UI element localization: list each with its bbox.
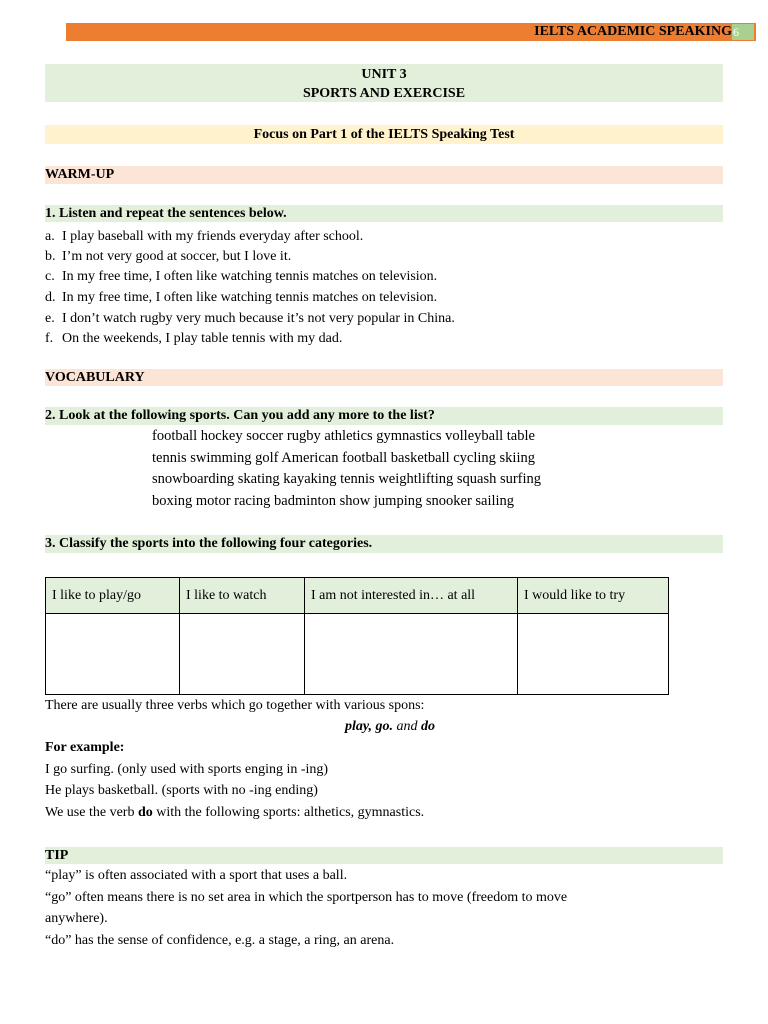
- table-cell[interactable]: [46, 614, 180, 695]
- task2-heading: 2. Look at the following sports. Can you add any more to the list?: [45, 407, 723, 425]
- sentence-text: In my free time, I often like watching tennis matches on television.: [62, 269, 438, 284]
- sentence-letter: e.: [45, 311, 55, 326]
- verbs-play-go: play, go.: [344, 719, 394, 734]
- sentence-item: [45, 267, 437, 287]
- verbs-do: do: [421, 719, 436, 734]
- tip-heading: TIP: [45, 847, 723, 864]
- sentence-text: I play baseball with my friends everyday after school.: [62, 229, 364, 244]
- sports-line: football hockey soccer rugby athletics gymnastics volleyball table: [152, 428, 535, 444]
- example-label: For example:: [45, 740, 125, 755]
- sentence-letter: b.: [45, 249, 56, 264]
- sports-line: snowboarding skating kayaking tennis weightlifting squash surfing: [152, 471, 542, 487]
- sentence-item: [45, 309, 455, 329]
- table-header: I like to watch: [180, 578, 305, 614]
- example-line: He plays basketball. (sports with no -ing ending): [45, 783, 318, 798]
- sentence-item: [45, 288, 437, 308]
- sentence-text: I’m not very good at soccer, but I love it.: [62, 249, 292, 264]
- header-title: IELTS ACADEMIC SPEAKING: [534, 24, 732, 39]
- tip-line: anywhere).: [45, 911, 108, 926]
- table-cell[interactable]: [305, 614, 518, 695]
- warmup-heading: WARM-UP: [45, 166, 723, 184]
- table-header: I like to play/go: [46, 578, 180, 614]
- sentence-letter: d.: [45, 290, 56, 305]
- classification-table: [45, 577, 669, 695]
- sports-line: tennis swimming golf American football basketball cycling skiing: [152, 449, 535, 466]
- sentence-text: In my free time, I often like watching tennis matches on television.: [62, 290, 438, 305]
- task1-heading: 1. Listen and repeat the sentences below.: [45, 205, 723, 222]
- verbs-line: [45, 717, 735, 737]
- sentence-item: [45, 227, 363, 247]
- table-row: [46, 614, 669, 695]
- sentence-item: [45, 329, 342, 349]
- table-cell[interactable]: [518, 614, 669, 695]
- sentence-text: On the weekends, I play table tennis with my dad.: [62, 331, 343, 346]
- tip-line: “do” has the sense of confidence, e.g. a stage, a ring, an arena.: [45, 933, 395, 948]
- table-header-row: [46, 578, 669, 614]
- example-line: I go surfing. (only used with sports enging in -ing): [45, 762, 329, 777]
- verbs-and: and: [393, 719, 422, 734]
- unit-number: UNIT 3: [361, 67, 407, 82]
- tip-line: “play” is often associated with a sport that uses a ball.: [45, 868, 348, 883]
- vocabulary-heading: VOCABULARY: [45, 369, 723, 386]
- table-cell[interactable]: [180, 614, 305, 695]
- verbs-intro: There are usually three verbs which go together with various spons:: [45, 698, 425, 713]
- focus-banner: Focus on Part 1 of the IELTS Speaking Test: [45, 125, 723, 144]
- sentence-letter: f.: [45, 331, 54, 346]
- table-header: I would like to try: [518, 578, 669, 614]
- sports-list: [152, 426, 541, 512]
- example-text: We use the verb: [45, 805, 138, 820]
- sports-line: boxing motor racing badminton show jumping snooker sailing: [152, 492, 515, 509]
- unit-title: SPORTS AND EXERCISE: [302, 86, 466, 101]
- tip-line: “go” often means there is no set area in which the sportperson has to move (freedom to move: [45, 890, 568, 905]
- page-number: 6: [732, 24, 754, 40]
- sentence-item: [45, 247, 291, 267]
- table-header: I am not interested in… at all: [305, 578, 518, 614]
- example-bold-verb: do: [137, 805, 153, 820]
- unit-title-box: [45, 64, 723, 102]
- sentence-text: I don’t watch rugby very much because it’s not very popular in China.: [62, 311, 455, 326]
- sentence-letter: a.: [45, 229, 55, 244]
- example-text: with the following sports: althetics, gymnastics.: [152, 805, 425, 820]
- task3-heading: 3. Classify the sports into the following four categories.: [45, 535, 723, 553]
- example-line: [45, 803, 424, 823]
- sentence-letter: c.: [45, 269, 55, 284]
